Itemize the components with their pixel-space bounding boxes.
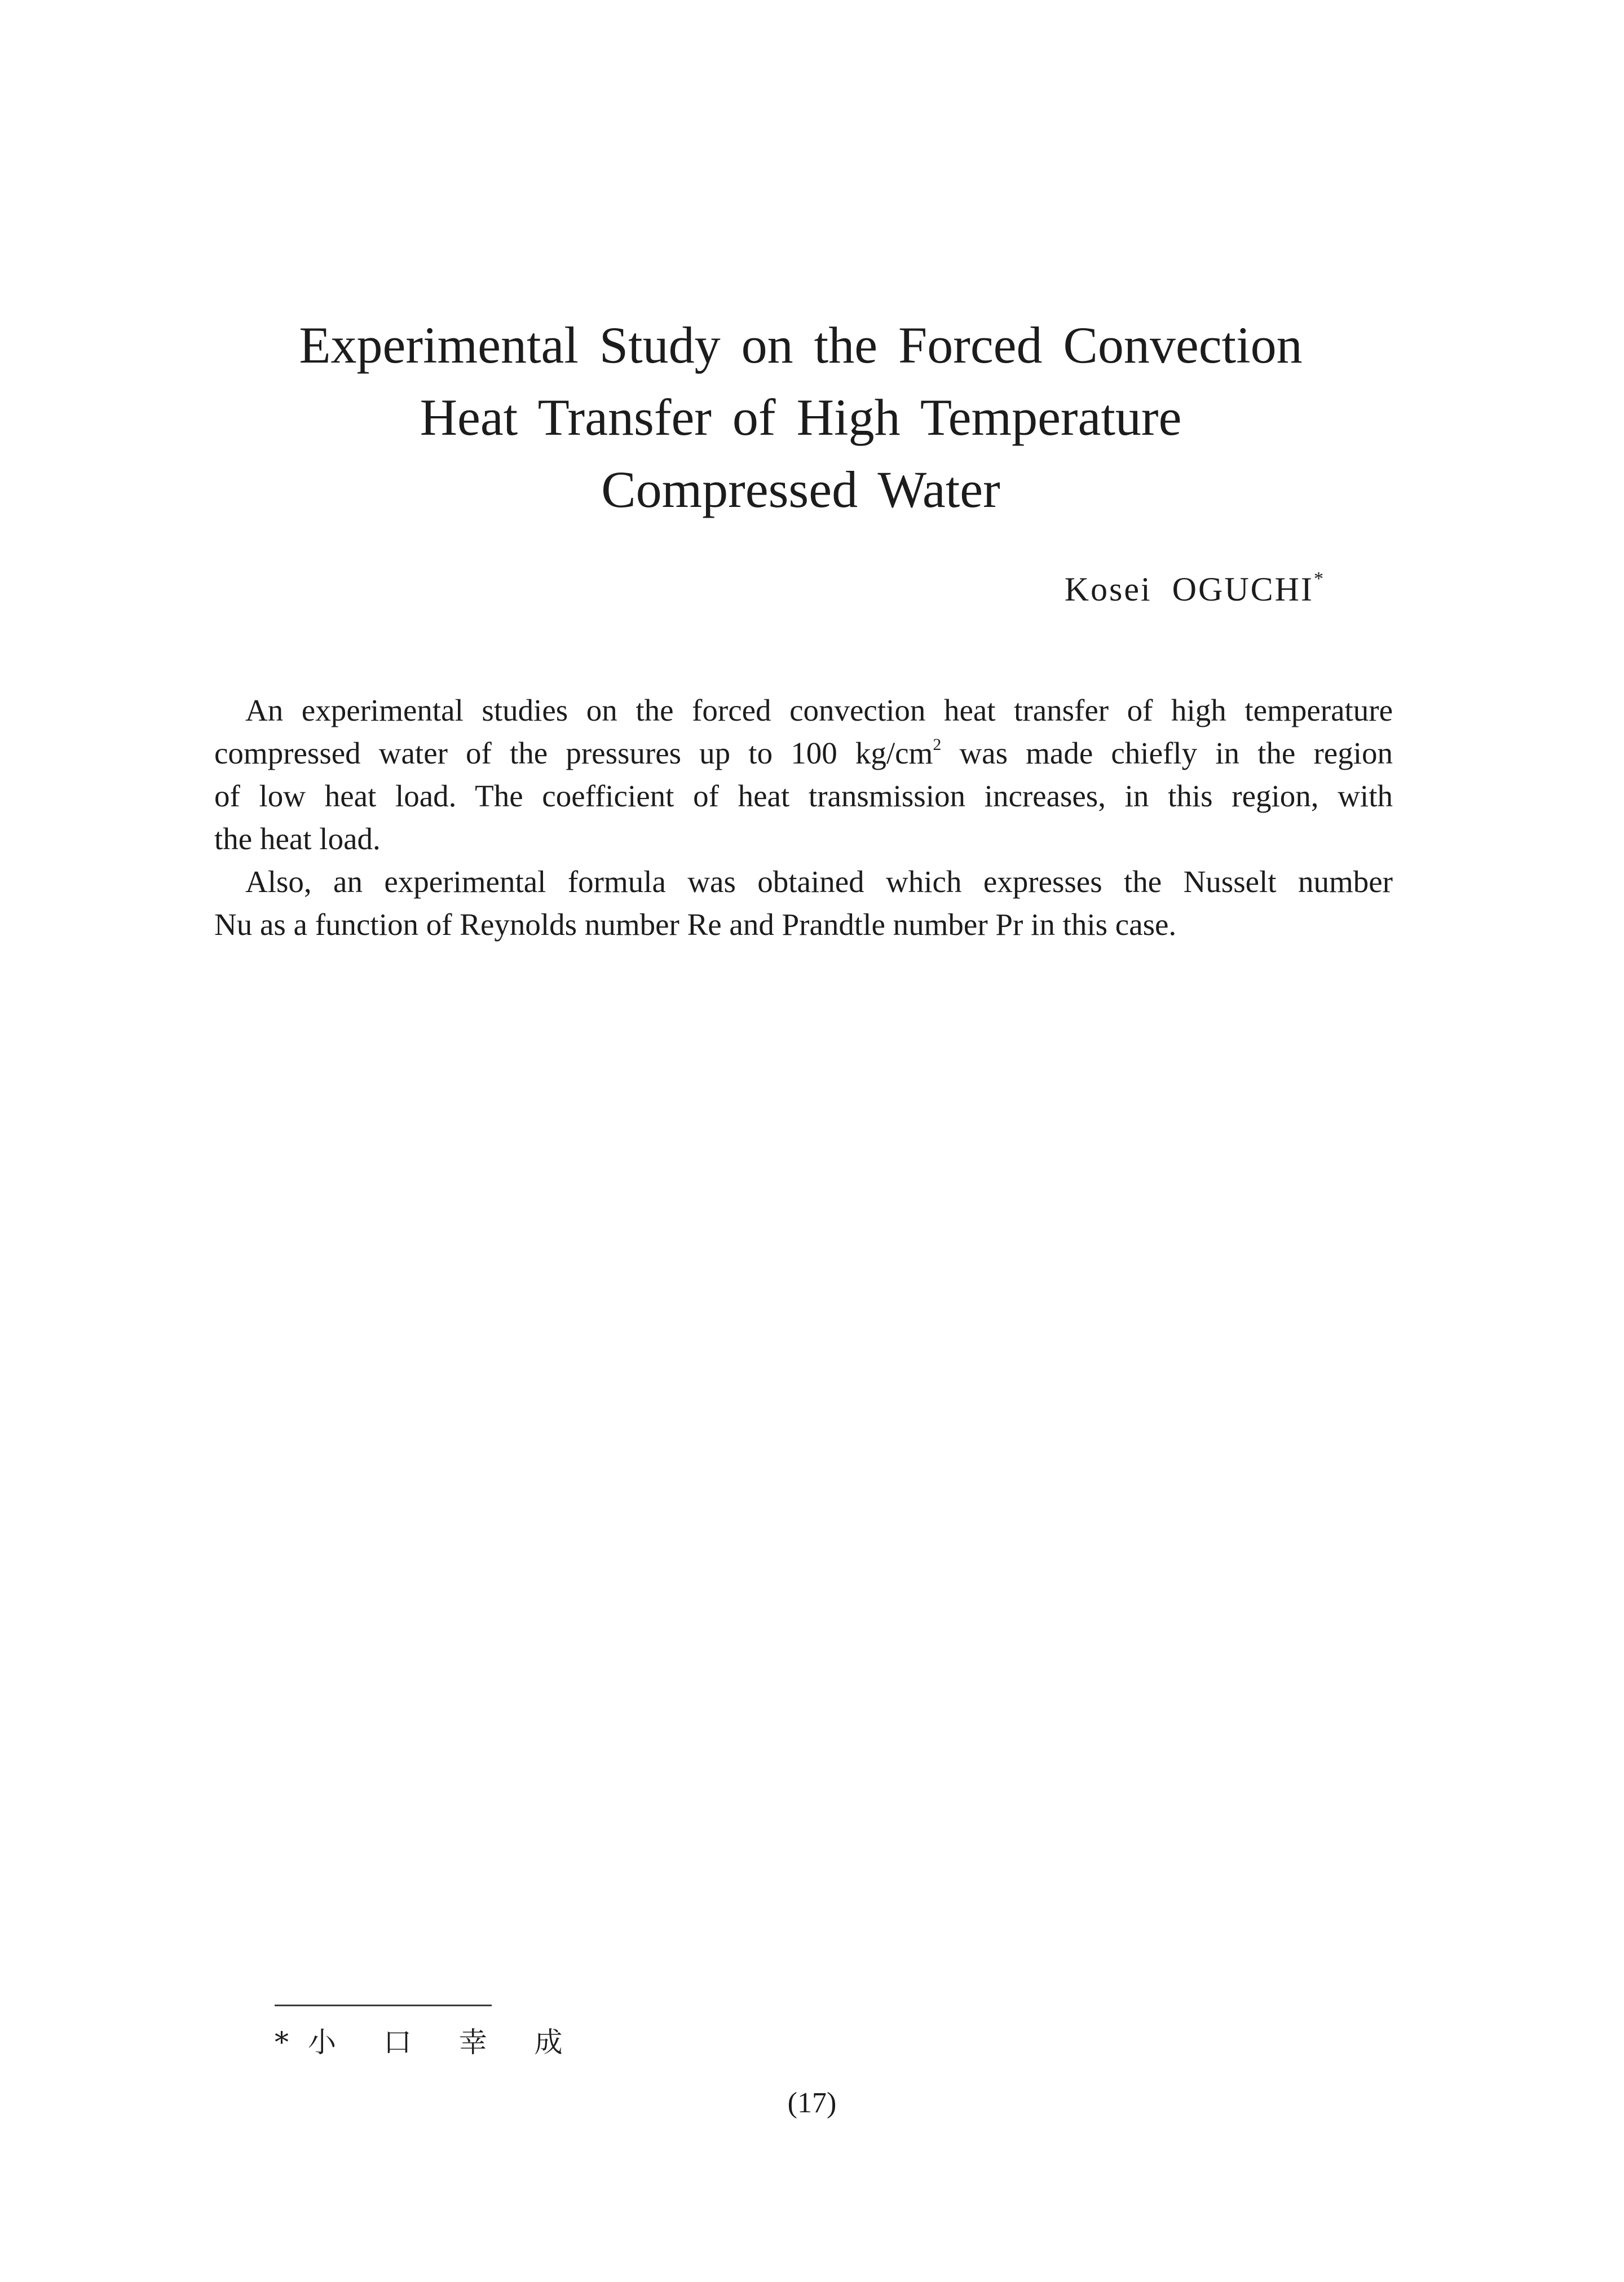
page-number: (17)	[787, 2087, 837, 2119]
author-name: Kosei OGUCHI	[1064, 571, 1314, 608]
title-line-2: Heat Transfer of High Temperature	[420, 389, 1182, 446]
abstract-p1-line-2-text: compressed water of the pressures up to 100 kg/cm	[214, 736, 933, 770]
paper-title	[214, 309, 1387, 526]
author-byline	[1065, 568, 1325, 609]
abstract-p1-line-4: the heat load.	[214, 822, 381, 856]
abstract-p1-line-3: of low heat load. The coefficient of heat transmission increases, in this region, with	[214, 779, 1393, 813]
title-line-1: Experimental Study on the Forced Convection	[299, 316, 1303, 374]
abstract-p1-line-2-tail: was made chiefly in the region	[941, 736, 1393, 770]
author-footnote: *小 口 幸 成	[275, 2026, 582, 2059]
abstract-p2-line-1: Also, an experimental formula was obtained which expresses the Nusselt number	[245, 864, 1393, 899]
abstract-p1-line-1: An experimental studies on the forced convection heat transfer of high temperature	[245, 693, 1393, 727]
pressure-unit-exponent: 2	[933, 735, 942, 754]
author-footnote-mark: *	[1314, 568, 1325, 589]
abstract-p2-line-2: Nu as a function of Reynolds number Re and Prandtle number Pr in this case.	[214, 907, 1177, 942]
title-line-3: Compressed Water	[601, 461, 1000, 518]
footnote-divider	[275, 2005, 492, 2006]
abstract-p1-line-2	[214, 732, 1393, 775]
abstract	[214, 689, 1393, 946]
